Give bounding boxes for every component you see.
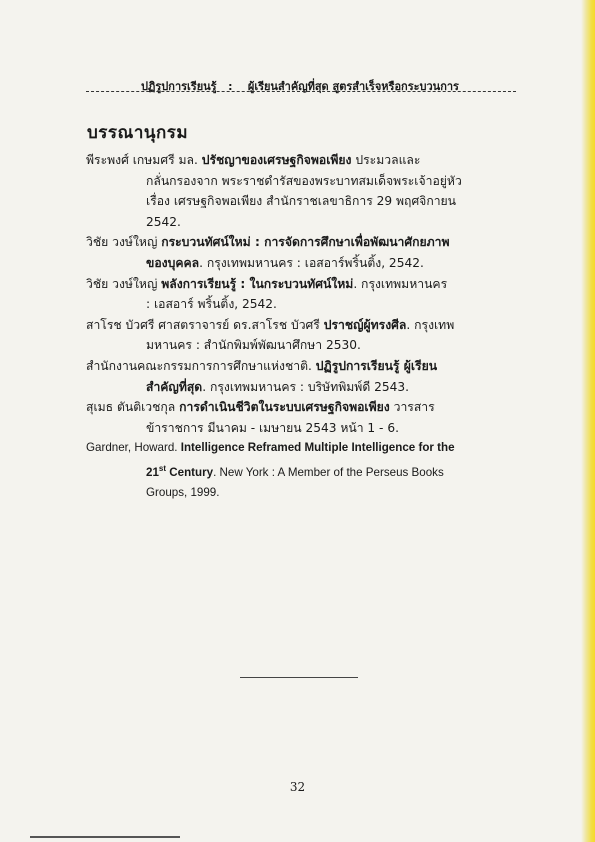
bibliography-entry — [86, 438, 526, 504]
bibliography-entry — [86, 150, 526, 232]
entry-bold-title: Century — [166, 465, 214, 479]
bottom-edge-rule — [30, 836, 180, 838]
entry-text: สำนักงานคณะกรรมการการศึกษาแห่งชาติ. — [86, 358, 316, 373]
end-separator-line — [240, 677, 358, 678]
entry-text: Gardner, Howard. — [86, 441, 181, 455]
page-number: 32 — [289, 780, 306, 794]
entry-bold-title: 21 — [146, 465, 159, 479]
entry-bold-title: การดำเนินชีวิตในระบบเศรษฐกิจพอเพียง — [179, 400, 390, 415]
header-left: ปฏิรูปการเรียนรู้ — [141, 80, 217, 93]
entry-line — [86, 274, 526, 295]
entry-line — [86, 377, 526, 398]
entry-text: เรื่อง เศรษฐกิจพอเพียง สำนักราชเลขาธิการ 29 พฤศจิกายน — [146, 194, 457, 209]
entry-text: . กรุงเทพมหานคร — [353, 276, 448, 291]
entry-bold-title: กระบวนทัศน์ใหม่ : การจัดการศึกษาเพื่อพัฒนาศักยภาพ — [161, 235, 450, 250]
bibliography-list — [86, 150, 526, 504]
bibliography-entry — [86, 274, 526, 315]
entry-text: : เอสอาร์ พริ้นติ้ง, 2542. — [146, 297, 277, 312]
entry-line — [86, 171, 526, 192]
header-separator: : — [228, 80, 233, 93]
page-edge-highlight — [581, 0, 595, 842]
entry-text: วารสาร — [389, 400, 435, 415]
entry-bold-title: ปรัชญาของเศรษฐกิจพอเพียง — [201, 153, 352, 167]
entry-line — [86, 335, 526, 356]
entry-bold-title: ปราชญ์ผู้ทรงศีล — [323, 317, 407, 332]
entry-text: ประมวลและ — [351, 153, 421, 167]
entry-line — [86, 191, 526, 212]
entry-line — [86, 459, 526, 483]
entry-text: พีระพงศ์ เกษมศรี มล. — [86, 153, 202, 167]
entry-line — [86, 397, 526, 418]
header-dashed-rule — [86, 91, 516, 93]
entry-line — [86, 212, 526, 233]
entry-bold-title: Intelligence Reframed Multiple Intelligence for the — [180, 441, 455, 455]
entry-text: 2542. — [146, 214, 181, 229]
bibliography-entry — [86, 397, 526, 438]
entry-text: วิชัย วงษ์ใหญ่ — [86, 276, 162, 291]
entry-text: . กรุงเทพมหานคร : เอสอาร์พริ้นติ้ง, 2542. — [199, 255, 424, 270]
entry-text: วิชัย วงษ์ใหญ่ — [86, 235, 162, 250]
entry-bold-title: สำคัญที่สุด — [146, 379, 203, 394]
entry-text: กลั่นกรองจาก พระราชดำรัสของพระบาทสมเด็จพระเจ้าอยู่หัว — [146, 173, 462, 188]
entry-text: . กรุงเทพ — [406, 317, 455, 332]
entry-line — [86, 150, 526, 171]
entry-line — [86, 253, 526, 274]
entry-text: Groups, 1999. — [146, 486, 220, 500]
entry-bold-title: ของบุคคล — [146, 255, 200, 270]
entry-bold-title: ปฏิรูปการเรียนรู้ ผู้เรียน — [315, 358, 438, 373]
bibliography-entry — [86, 315, 526, 356]
entry-line — [86, 232, 526, 253]
page-title: บรรณานุกรม — [87, 123, 189, 143]
entry-text: . กรุงเทพมหานคร : บริษัทพิมพ์ดี 2543. — [202, 379, 410, 394]
entry-bold-title: พลังการเรียนรู้ : ในกระบวนทัศน์ใหม่ — [161, 276, 354, 291]
entry-text: สาโรช บัวศรี ศาสตราจารย์ ดร.สาโรช บัวศรี — [86, 317, 324, 332]
entry-superscript: st — [158, 463, 167, 473]
entry-text: ข้าราชการ มีนาคม - เมษายน 2543 หน้า 1 - 6. — [146, 420, 399, 435]
entry-line — [86, 315, 526, 336]
entry-line — [86, 356, 526, 377]
entry-text: มหานคร : สำนักพิมพ์พัฒนาศึกษา 2530. — [146, 338, 361, 353]
header-right: ผู้เรียนสำคัญที่สุด สูตรสำเร็จหรือกระบวนการ — [247, 80, 459, 93]
bibliography-entry — [86, 356, 526, 397]
entry-line — [86, 483, 526, 504]
entry-text: . New York : A Member of the Perseus Books — [213, 465, 444, 479]
entry-line — [86, 418, 526, 439]
entry-text: สุเมธ ตันติเวชกุล — [86, 400, 180, 415]
bibliography-entry — [86, 232, 526, 273]
entry-line — [86, 294, 526, 315]
entry-line — [86, 438, 526, 459]
